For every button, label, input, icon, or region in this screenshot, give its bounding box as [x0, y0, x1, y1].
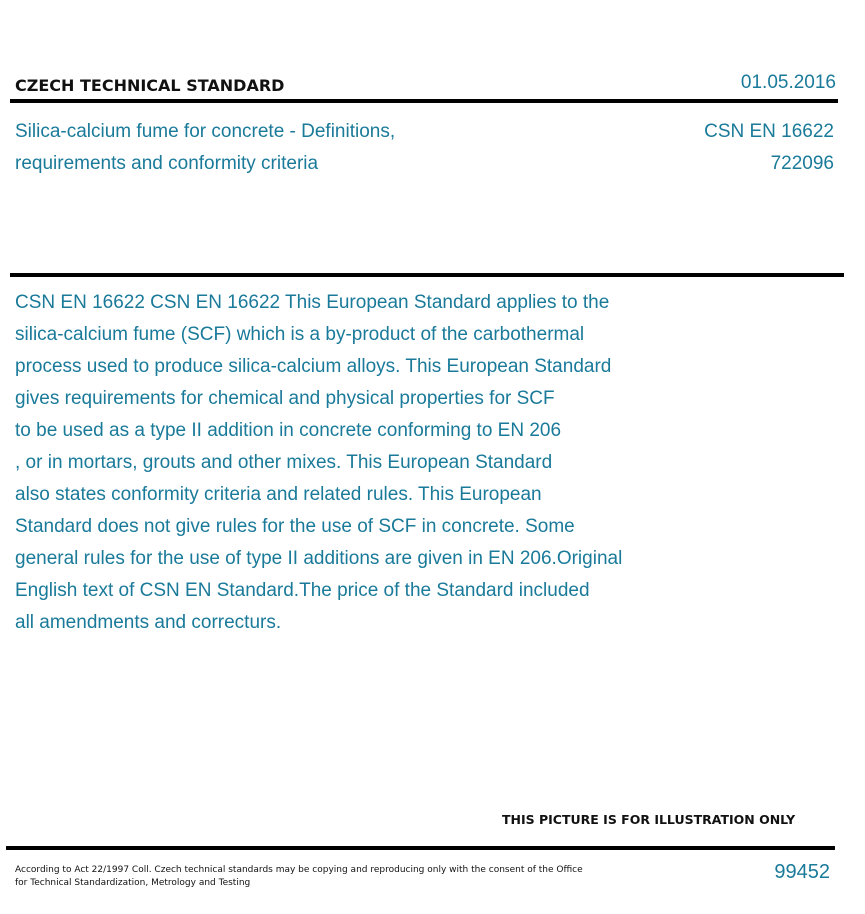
- abstract-line: also states conformity criteria and related rules. This European: [15, 484, 542, 505]
- header-divider: [10, 99, 838, 103]
- standard-title-line-2: requirements and conformity criteria: [15, 153, 319, 174]
- standard-title: [15, 116, 575, 180]
- legal-notice: [15, 864, 615, 890]
- abstract-line: process used to produce silica-calcium alloys. This European Standard: [15, 356, 612, 377]
- illustration-note: THIS PICTURE IS FOR ILLUSTRATION ONLY: [502, 812, 796, 827]
- abstract-line: CSN EN 16622 CSN EN 16622 This European Standard applies to the: [15, 292, 610, 313]
- classification-code: 722096: [770, 153, 834, 174]
- abstract-line: gives requirements for chemical and physical properties for SCF: [15, 388, 555, 409]
- standard-code: CSN EN 16622: [704, 121, 834, 142]
- abstract-line: silica-calcium fume (SCF) which is a by-product of the carbothermal: [15, 324, 585, 345]
- title-divider: [10, 273, 844, 277]
- footer-divider: [6, 846, 835, 850]
- abstract-line: English text of CSN EN Standard.The price of the Standard included: [15, 580, 590, 601]
- standard-codes: [704, 116, 834, 180]
- standard-title-line-1: Silica-calcium fume for concrete - Definitions,: [15, 121, 396, 142]
- abstract-line: , or in mortars, grouts and other mixes. This European Standard: [15, 452, 553, 473]
- document-number: 99452: [774, 861, 830, 883]
- legal-notice-line-1: According to Act 22/1997 Coll. Czech technical standards may be copying and reproducing only with the consent of the Office: [15, 865, 583, 875]
- abstract-line: general rules for the use of type II additions are given in EN 206.Original: [15, 548, 623, 569]
- standard-abstract: [15, 287, 715, 639]
- abstract-line: all amendments and correcturs.: [15, 612, 282, 633]
- abstract-line: to be used as a type II addition in concrete conforming to EN 206: [15, 420, 562, 441]
- abstract-line: Standard does not give rules for the use of SCF in concrete. Some: [15, 516, 575, 537]
- publication-date: 01.05.2016: [740, 72, 836, 93]
- legal-notice-line-2: for Technical Standardization, Metrology and Testing: [15, 878, 251, 888]
- standard-type-label: CZECH TECHNICAL STANDARD: [15, 76, 285, 95]
